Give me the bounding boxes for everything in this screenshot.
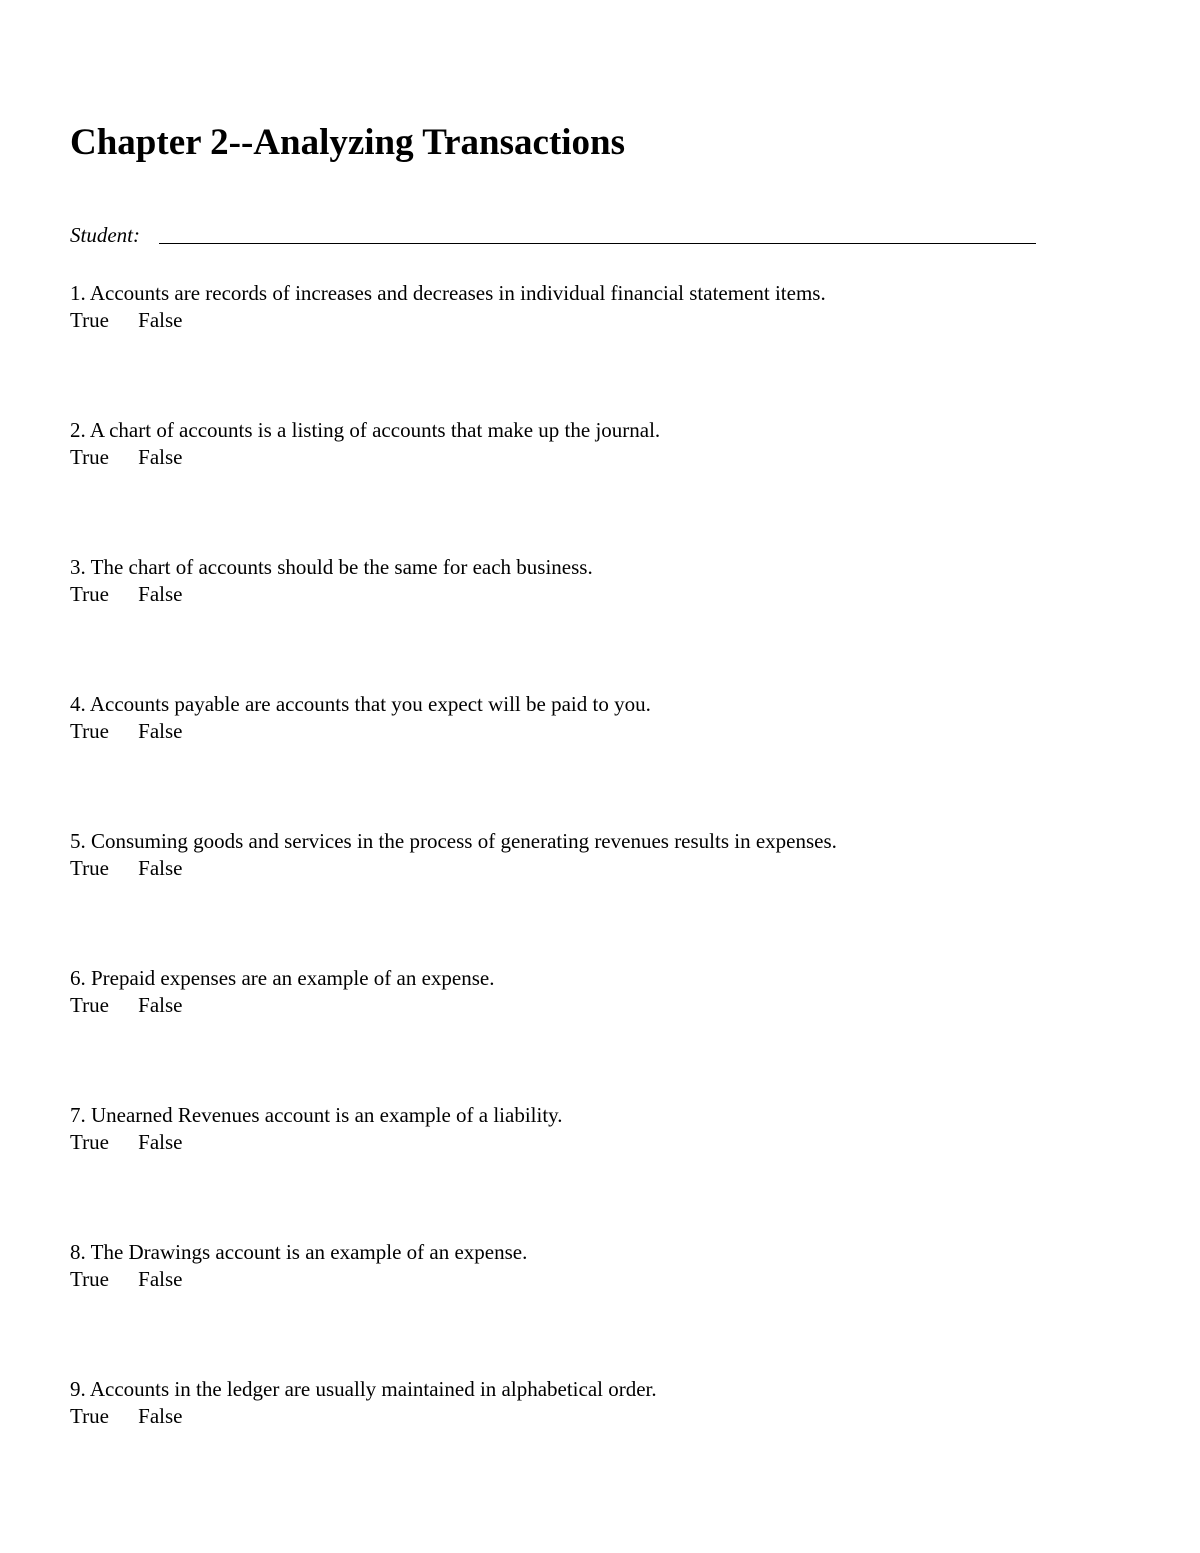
answer-choices [70, 444, 1130, 471]
question-text: 5. Consuming goods and services in the process of generating revenues results in expenses. [70, 829, 837, 853]
choice-false: False [138, 719, 183, 743]
choice-false: False [138, 1404, 183, 1428]
answer-choices [70, 1266, 1130, 1293]
choice-true: True [70, 1404, 109, 1428]
answer-choices [70, 581, 1130, 608]
page-title: Chapter 2--Analyzing Transactions [70, 122, 626, 163]
question-text: 9. Accounts in the ledger are usually maintained in alphabetical order. [70, 1377, 657, 1401]
student-label: Student: [70, 223, 140, 247]
choice-false: False [138, 445, 183, 469]
question-text: 2. A chart of accounts is a listing of accounts that make up the journal. [70, 418, 661, 442]
answer-choices [70, 992, 1130, 1019]
choice-false: False [138, 1130, 183, 1154]
choice-true: True [70, 993, 109, 1017]
question-7 [70, 1102, 1130, 1156]
question-text: 3. The chart of accounts should be the same for each business. [70, 555, 593, 579]
answer-choices [70, 855, 1130, 882]
answer-choices [70, 307, 1130, 334]
student-name-line [159, 243, 1036, 244]
question-5 [70, 828, 1130, 882]
student-field [70, 222, 1040, 248]
question-8 [70, 1239, 1130, 1293]
answer-choices [70, 1403, 1130, 1430]
question-text: 8. The Drawings account is an example of an expense. [70, 1240, 528, 1264]
question-1 [70, 280, 1130, 334]
question-3 [70, 554, 1130, 608]
choice-false: False [138, 308, 183, 332]
choice-false: False [138, 856, 183, 880]
answer-choices [70, 718, 1130, 745]
choice-false: False [138, 993, 183, 1017]
choice-false: False [138, 582, 183, 606]
choice-true: True [70, 445, 109, 469]
choice-false: False [138, 1267, 183, 1291]
question-6 [70, 965, 1130, 1019]
question-2 [70, 417, 1130, 471]
choice-true: True [70, 308, 109, 332]
answer-choices [70, 1129, 1130, 1156]
choice-true: True [70, 856, 109, 880]
choice-true: True [70, 1267, 109, 1291]
question-text: 6. Prepaid expenses are an example of an expense. [70, 966, 495, 990]
question-text: 4. Accounts payable are accounts that you expect will be paid to you. [70, 692, 651, 716]
question-text: 7. Unearned Revenues account is an example of a liability. [70, 1103, 563, 1127]
choice-true: True [70, 582, 109, 606]
choice-true: True [70, 719, 109, 743]
choice-true: True [70, 1130, 109, 1154]
question-4 [70, 691, 1130, 745]
question-text: 1. Accounts are records of increases and decreases in individual financial statement items. [70, 281, 826, 305]
question-9 [70, 1376, 1130, 1430]
